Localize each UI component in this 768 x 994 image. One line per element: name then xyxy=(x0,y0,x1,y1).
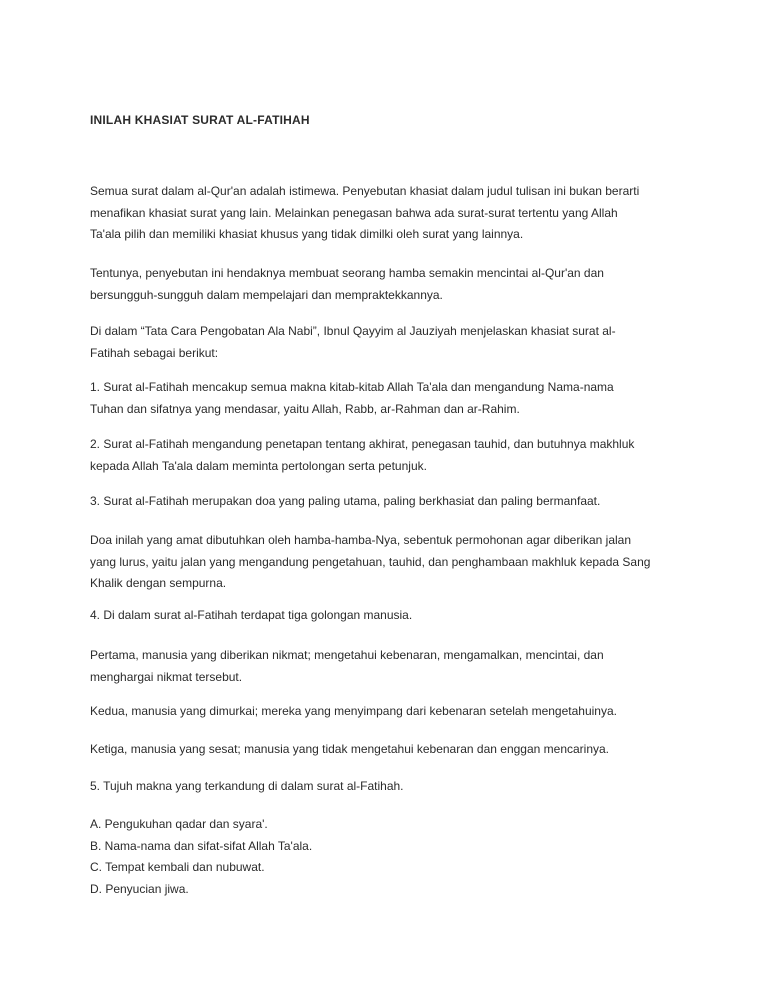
paragraph-line: menafikan khasiat surat yang lain. Melainkan penegasan bahwa ada surat-surat tertentu yang Allah xyxy=(90,205,618,220)
sub-list-item: C. Tempat kembali dan nubuwat. xyxy=(90,860,265,874)
sub-list xyxy=(90,814,690,900)
paragraph-line: Kedua, manusia yang dimurkai; mereka yang menyimpang dari kebenaran setelah mengetahuinya. xyxy=(90,704,617,718)
paragraph-line: kepada Allah Ta'ala dalam meminta pertolongan serta petunjuk. xyxy=(90,458,427,473)
paragraph-pertama xyxy=(90,645,690,688)
paragraph-kedua xyxy=(90,701,690,723)
paragraph-line: Tuhan dan sifatnya yang mendasar, yaitu Allah, Rabb, ar-Rahman dan ar-Rahim. xyxy=(90,401,520,416)
sub-list-item: D. Penyucian jiwa. xyxy=(90,881,189,896)
paragraph-line: Tentunya, penyebutan ini hendaknya membuat seorang hamba semakin mencintai al-Qur'an dan xyxy=(90,266,604,280)
paragraph-line: Khalik dengan sempurna. xyxy=(90,576,227,590)
paragraph-line: 4. Di dalam surat al-Fatihah terdapat tiga golongan manusia. xyxy=(90,608,413,622)
paragraph-line: 1. Surat al-Fatihah mencakup semua makna kitab-kitab Allah Ta'ala dan mengandung Nama-nama xyxy=(90,380,614,394)
paragraph-line: Semua surat dalam al-Qur'an adalah istimewa. Penyebutan khasiat dalam judul tulisan ini bukan berarti xyxy=(90,184,640,198)
paragraph-line: Fatihah sebagai berikut: xyxy=(90,345,219,360)
paragraph-doa xyxy=(90,530,690,595)
paragraph-line: yang lurus, yaitu jalan yang mengandung pengetahuan, tauhid, dan penghambaan makhluk kepada Sang xyxy=(90,554,651,569)
list-item-4 xyxy=(90,605,690,627)
paragraph-ketiga xyxy=(90,739,690,761)
paragraph-line: Di dalam “Tata Cara Pengobatan Ala Nabi”, Ibnul Qayyim al Jauziyah menjelaskan khasiat surat al- xyxy=(90,324,616,338)
sub-list-item: A. Pengukuhan qadar dan syara'. xyxy=(90,817,268,831)
paragraph-line: menghargai nikmat tersebut. xyxy=(90,669,243,684)
paragraph-intro xyxy=(90,181,690,246)
paragraph-line: 3. Surat al-Fatihah merupakan doa yang paling utama, paling berkhasiat dan paling bermanfaat. xyxy=(90,494,601,508)
list-item-1 xyxy=(90,377,690,420)
paragraph-line: 2. Surat al-Fatihah mengandung penetapan tentang akhirat, penegasan tauhid, dan butuhnya makhluk xyxy=(90,437,635,451)
paragraph-line: Doa inilah yang amat dibutuhkan oleh hamba-hamba-Nya, sebentuk permohonan agar diberikan jalan xyxy=(90,533,632,547)
document-title: INILAH KHASIAT SURAT AL-FATIHAH xyxy=(90,113,310,127)
paragraph-line: Ketiga, manusia yang sesat; manusia yang tidak mengetahui kebenaran dan enggan mencarinya. xyxy=(90,742,610,756)
paragraph-line: Ta'ala pilih dan memiliki khasiat khusus yang tidak dimilki oleh surat yang lainnya. xyxy=(90,227,524,241)
list-item-3 xyxy=(90,491,690,513)
paragraph-line: bersungguh-sungguh dalam mempelajari dan mempraktekkannya. xyxy=(90,287,443,302)
paragraph-line: 5. Tujuh makna yang terkandung di dalam surat al-Fatihah. xyxy=(90,779,404,793)
paragraph-tentunya xyxy=(90,263,690,306)
paragraph-line: Pertama, manusia yang diberikan nikmat; mengetahui kebenaran, mengamalkan, mencintai, dan xyxy=(90,648,604,662)
list-item-5 xyxy=(90,776,690,798)
list-item-2 xyxy=(90,434,690,477)
sub-list-item: B. Nama-nama dan sifat-sifat Allah Ta'ala. xyxy=(90,838,313,853)
paragraph-source xyxy=(90,321,690,364)
